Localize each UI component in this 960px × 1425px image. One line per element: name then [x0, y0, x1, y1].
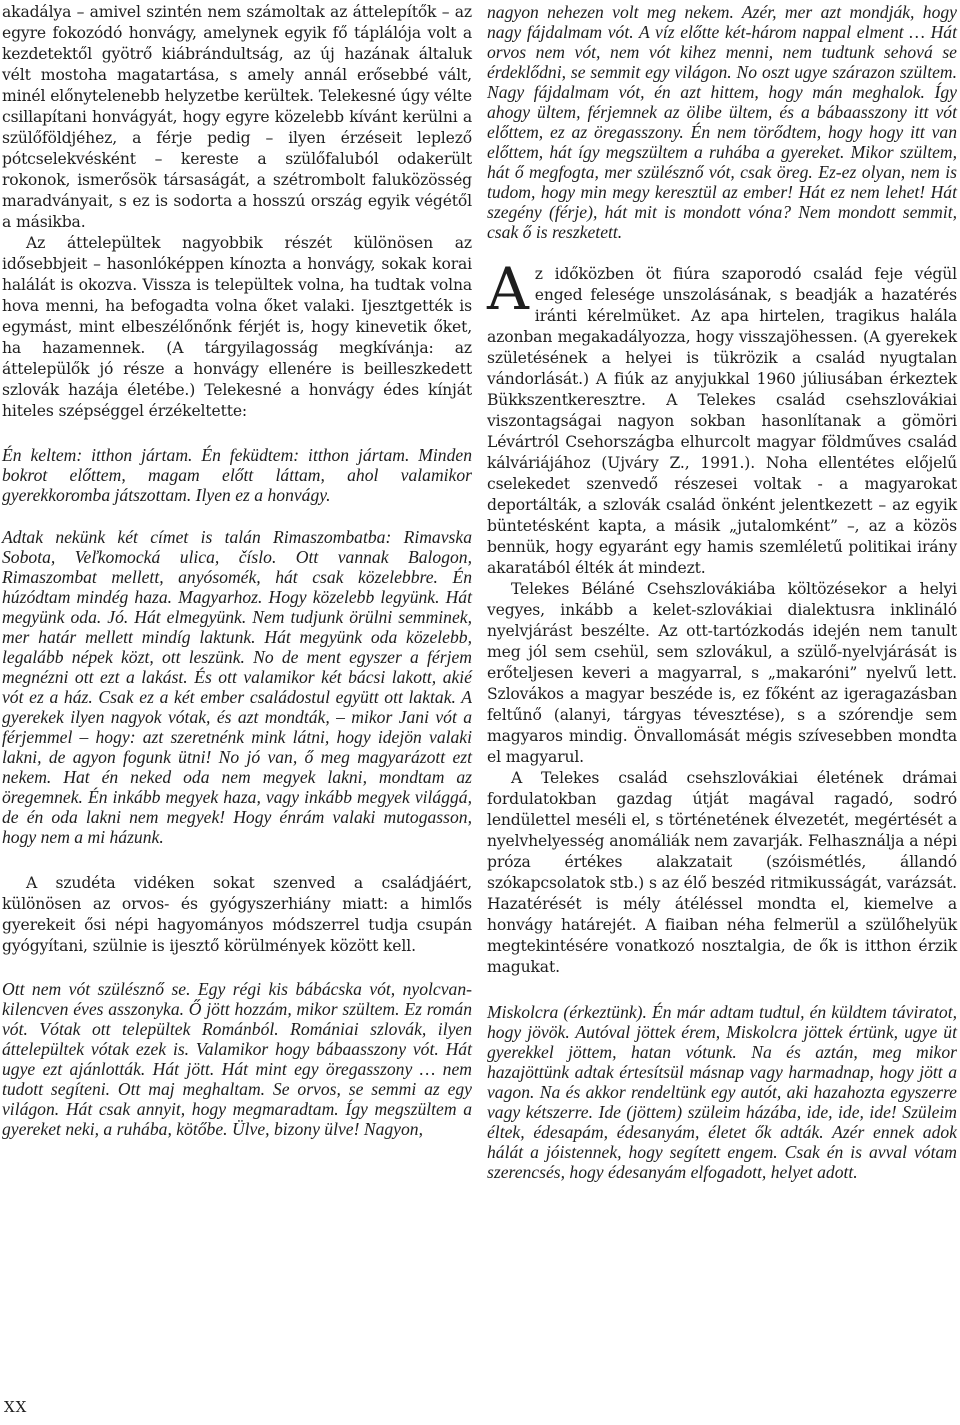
body-paragraph-dropcap: Az időközben öt fiúra szaporodó család feje végül enged felesége unszolásának, s beadják a hazatérés iránti kérelmüket. Az apa hirtelen, tragikus halála azonban megakadályozza, hogy visszajöhessen. (A gyerekek születésének a helyei is tükrözik a család nyugtalan vándorlását.) A fiúk az anyjukkal 1960 júliusában érkeztek Bükkszentkeresztre. A Telekes család csehszlovákiai viszontagságai nagyon sokban hasonlítanak a gömöri Lévártról Csehországba elhurcolt magyar földműves család kálváriájához (Ujváry Z., 1991.). Noha ellentétes előjelű cselekedet szenvedő részesei voltak - a magyarokat deportálták, a szlovák család önként jelentkezett – az egyik büntetésként kapta, a másik „jutalomként” –, az a közös bennük, hogy egyaránt egy hamis szemléletű politikai irány akaratából élték át mindezt. [487, 255, 957, 577]
body-paragraph: Az áttelepültek nagyobbik részét különösen az idősebbjeit – hasonlóképpen kínozta a honvágy, sokak korai halálát is okozva. Vissza is települtek volna, ha tudtak volna hova menni, ha befogadta volna őket valaki. Ijesztgették is egymást, mint elbeszélőnőnk férjét is, hogy kinevetik őket, ha hazamennek. (A tárgyilagosság megkívánja: az áttelepülők jó része a honvágy ellenére is beilleszkedett szlovák hazája életébe.) Telekesné a honvágy édes kínját hiteles szépséggel érzékeltette: [2, 234, 472, 420]
quoted-testimony: Miskolcra (érkeztünk). Én már adtam tudtul, én küldtem táviratot, hogy jövök. Autóval jöttek érem, Miskolcra jöttek értünk, ugye üt gyerekkel jöttem, hatan vótunk. Na és aztán, meg mikor hazajöttünk adtak értesítsül másnap vagy harmadnap, hogy jött a vagon. Na és akkor rendeltünk egy autót, aki hazahozta egyszerre vagy kétszerre. Ide (jöttem) szüleim házába, ide, ide, ide! Szüleim éltek, édesapám, édesanyám, életet ők adták. Azér ennek adok hálát a jóistennek, hogy segített engem. Csak én is avval vótam szerencsés, hogy édesanyám elfogadott, helyet adott. [487, 1002, 957, 1182]
right-column [487, 0, 957, 1182]
body-paragraph: Telekes Béláné Csehszlovákiába költözésekor a helyi vegyes, inkább a kelet-szlovákiai dialektusra inklináló nyelvjárást beszélte. Az ott-tartózkodás idején nem tanult meg jól sem csehül, sem szlovákul, a szülő-nyelvjárását is erőteljesen keveri a magyarral, s „makaróni” nyelvű lett. Szlovákos a magyar beszéde is, ez főként az igeragazásban feltűnő (alanyi, tárgyas tévesztése), s a szórendje sem magyaros mindig. Önvallomását mégis szívesebben mondta el magyarul. [487, 580, 957, 766]
body-paragraph: A Telekes család csehszlovákiai életének drámai fordulatokban gazdag útját magával ragadó, sodró lendülettel meséli el, s történetének élvezetét, megértését a nyelvhelyesség anomáliák nem zavarják. Felhasználja a népi próza értékes alakzatait (szóismétlés, állandó szókapcsolatok stb.) s az élő beszéd ritmikusságát, varázsát. Hazatérését is mély átéléssel mondta el, kiemelve a honvágy határejét. A fiaiban néha felmerül a szülőhelyük megtekintésére vonatkozó nosztalgia, de ők is itthon érzik magukat. [487, 769, 957, 976]
page-number: XX [4, 1398, 28, 1416]
quoted-testimony: Ott nem vót szülésznő se. Egy régi kis bábácska vót, nyolcvan-kilencven éves asszonyka. Ő jött hozzám, mikor szültem. Ez román vót. Vótak ott települtek Románból. Romániai szlovák, ilyen áttelepültek vótak ezek is. Valamikor hogy bábaasszony vót. Hát ugye ezt ajánlották. Hát jött. Hát mint egy öregasszony … nem tudott segíteni. Ott maj meghaltam. Se orvos, se semmi az egy világon. Hát csak annyit, hogy megmaradtam. Így megszültem a gyereket neki, a ruhába, kötőbe. Ülve, bizony ülve! Nagyon, [2, 979, 472, 1139]
body-paragraph: akadálya – amivel szintén nem számoltak az áttelepítők – az egyre fokozódó honvágy, amelynek egyik fő táplálója volt a kezdetektől gyötrő kiábrándultság, az új hazának általuk vélt mostoha magatartása, s amely annál erősebbé vált, minél előnytelenebb helyzetbe kerültek. Telekesné úgy vélte csillapítani honvágyát, hogy egyre közelebb kívánt kerülni a szülőföldjéhez, a férje pedig – ilyen érzéseit leplező pótcselekvésként – kereste a szülőfaluból odakerült rokonok, ismerősök társaságát, a szétrombolt faluközösség maradványait, s ez is sodorta a hosszú ország egyik végétől a másikba. [2, 3, 472, 231]
quoted-testimony: nagyon nehezen volt meg nekem. Azér, mer azt mondják, hogy nagy fájdalmam vót. A víz előtte két-három nappal elment … Hát orvos nem vót, nem vót kihez menni, nem tudtunk sehová se érdeklődni, se semmit egy világon. No oszt ugye szárazon szültem. Nagy fájdalmam vót, én azt hittem, hogy mán meghalok. Így ahogy ültem, férjemnek az ölibe ültem, és a bábaasszony itt vót előttem, ez az öregasszony. Én nem törődtem, hogy hogy itt van előttem, hát így megszültem a ruhába a gyereket. Mikor szültem, hát ő megfogta, mer szülésznő vót, csak öreg. Ez-ez olyan, nem is tudom, hogy min megy keresztül az ember! Hát ez nem lehet! Hát szegény (férje), hát mit is mondott vóna? Nem mondott semmit, csak ő is reszketett. [487, 2, 957, 242]
body-paragraph: A szudéta vidéken sokat szenved a családjáért, különösen az orvos- és gyógyszerhiány miatt: a himlős gyerekeit ősi népi hagyományos módszerrel tudja csupán gyógyítani, szülnie is ijesztő körülmények között kell. [2, 874, 472, 955]
quoted-testimony: Én keltem: itthon jártam. Én feküdtem: itthon jártam. Minden bokrot előttem, magam előtt láttam, ahol valamikor gyerekkoromba játszottam. Ilyen ez a honvágy. [2, 445, 472, 505]
quoted-testimony: Adtak nekünk két címet is talán Rimaszombatba: Rimavska Sobota, Veľkomocká ulica, číslo. Ott vannak Balogon, Rimaszombat mellett, anyósomék, hát csak közelebbre. Én húzódtam mindég haza. Magyarhoz. Hogy közelebb legyünk. Hát megyünk oda. Jó. Hát elmegyünk. Nem tudjunk örülni semminek, mer határ mellett mindíg laktunk. Hát megyünk oda közelebb, legalább népek közt, ott leszünk. No de ment egyszer a férjem megnézni ott ezt a lakást. És ott valamikor két bácsi lakott, akié vót ez a ház. Csak ez a két ember családostul együtt ott laktak. A gyerekek ilyen nagyok vótak, és azt mondták, – mikor Jani vót a férjemmel – hogy: azt szeretnénk mink látni, hogy idejön valaki lakni, de agyon fogunk ütni! No jó van, ő meg magyarázott ezt nekem. Hat én neked oda nem megyek lakni, mondtam az öregemnek. Én inkább megyek haza, vagy inkább megyek világgá, de én oda lakni nem megyek! Hogy énrám valaki mutogasson, hogy nem a mi házunk. [2, 527, 472, 847]
left-column [2, 0, 472, 1139]
